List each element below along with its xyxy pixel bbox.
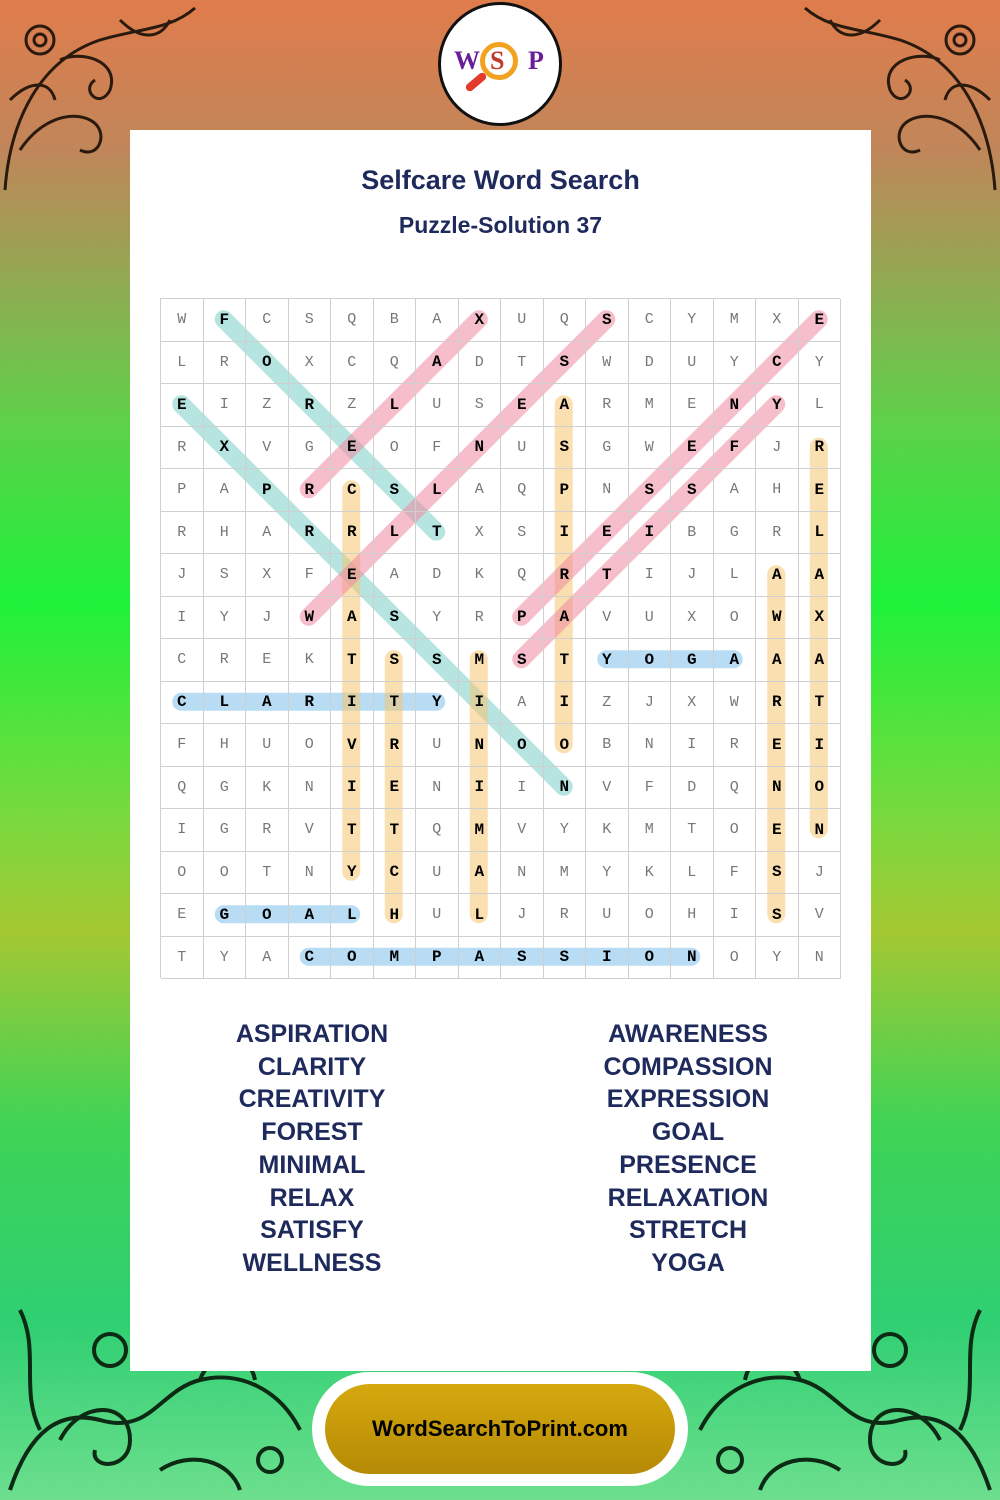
grid-cell: U [416,384,459,427]
grid-cell: Y [586,639,629,682]
grid-cell: K [586,809,629,852]
grid-cell: J [501,894,544,937]
grid-cell: Z [246,384,289,427]
grid-cell: O [374,427,417,470]
grid-cell: O [331,937,374,980]
grid-cell: A [246,937,289,980]
grid-cell: R [289,512,332,555]
grid-cell: S [501,639,544,682]
grid-cell: X [756,299,799,342]
grid-cell: G [204,767,247,810]
grid-cell: A [799,639,842,682]
grid-cell: I [629,512,672,555]
grid-cell: A [799,554,842,597]
grid-cell: O [246,342,289,385]
grid-cell: W [161,299,204,342]
grid-cell: O [629,639,672,682]
grid-cell: T [501,342,544,385]
grid-cell: Q [501,554,544,597]
grid-cell: T [331,639,374,682]
word-item: CLARITY [257,1052,367,1081]
wsp-logo [438,2,562,126]
grid-cell: X [204,427,247,470]
grid-cell: T [799,682,842,725]
grid-cell: R [161,427,204,470]
grid-cell: A [459,469,502,512]
grid-cell: Q [714,767,757,810]
grid-cell: T [331,809,374,852]
grid-cell: O [289,724,332,767]
grid-cell: A [459,852,502,895]
grid-cell: T [416,512,459,555]
grid-cell: V [586,597,629,640]
grid-cell: A [246,512,289,555]
grid-cell: E [756,809,799,852]
grid-cell: A [544,597,587,640]
grid-cell: O [714,809,757,852]
grid-cell: E [501,384,544,427]
grid-cell: Q [161,767,204,810]
grid-cell: R [204,342,247,385]
grid-cell: A [714,639,757,682]
grid-cell: C [374,852,417,895]
grid-cell: A [416,299,459,342]
grid-cell: U [416,724,459,767]
grid-cell: F [289,554,332,597]
grid-cell: W [629,427,672,470]
grid-cell: T [374,682,417,725]
grid-cell: Y [204,597,247,640]
grid-cell: F [204,299,247,342]
logo-letter-w: W [454,46,480,75]
grid-cell: G [204,894,247,937]
grid-cell: R [289,469,332,512]
grid-cell: X [459,299,502,342]
grid-cell: R [714,724,757,767]
grid-cell: A [416,342,459,385]
grid-cell: E [671,384,714,427]
logo-mark [450,34,550,94]
grid-cell: S [671,469,714,512]
site-link-badge[interactable] [312,1372,688,1486]
grid-cell: I [799,724,842,767]
grid-cell: N [799,937,842,980]
grid-cell: B [586,724,629,767]
grid-cell: O [161,852,204,895]
grid-cell: P [416,937,459,980]
grid-cell: R [246,809,289,852]
grid-cell: I [629,554,672,597]
grid-cell: L [459,894,502,937]
word-item: EXPRESSION [606,1085,770,1114]
grid-cell: Y [714,342,757,385]
grid-cell: M [544,852,587,895]
grid-cell: T [586,554,629,597]
grid-cell: O [544,724,587,767]
grid-cell: I [161,597,204,640]
grid-cell: N [501,852,544,895]
grid-cell: K [459,554,502,597]
grid-cell: H [204,512,247,555]
grid-cell: S [374,469,417,512]
grid-cell: S [501,937,544,980]
grid-cell: F [714,852,757,895]
grid-cell: N [714,384,757,427]
grid-cell: E [161,894,204,937]
grid-cell: Y [756,384,799,427]
grid-cell: Y [204,937,247,980]
grid-cell: S [544,342,587,385]
grid-cell: I [671,724,714,767]
word-item: STRETCH [628,1216,748,1245]
word-item: MINIMAL [258,1150,366,1179]
word-item: CREATIVITY [238,1085,386,1114]
grid-cell: L [331,894,374,937]
grid-cell: J [161,554,204,597]
grid-cell: F [161,724,204,767]
grid-cell: X [671,682,714,725]
grid-cell: R [586,384,629,427]
grid-cell: S [374,639,417,682]
grid-cell: M [459,639,502,682]
grid-cell: R [459,597,502,640]
grid-cell: R [161,512,204,555]
grid-cell: J [629,682,672,725]
grid-cell: S [459,384,502,427]
grid-cell: K [289,639,332,682]
grid-cell: L [416,469,459,512]
grid-cell: I [544,682,587,725]
page-title: Selfcare Word Search [361,165,640,195]
grid-cell: U [416,894,459,937]
grid-cell: O [204,852,247,895]
grid-cell: M [629,809,672,852]
grid-cell: K [629,852,672,895]
grid-cell: L [161,342,204,385]
grid-cell: R [289,682,332,725]
grid-cell: N [289,852,332,895]
grid-cell: X [799,597,842,640]
grid-cell: O [714,937,757,980]
grid-cell: M [629,384,672,427]
grid-cell: W [714,682,757,725]
word-item: WELLNESS [242,1248,382,1277]
grid-cell: U [586,894,629,937]
grid-cell: C [756,342,799,385]
grid-cell: S [586,299,629,342]
grid-cell: A [246,682,289,725]
grid-cell: H [756,469,799,512]
grid-cell: F [714,427,757,470]
grid-cell: J [756,427,799,470]
grid-cell: L [671,852,714,895]
grid-cell: U [246,724,289,767]
grid-cell: T [544,639,587,682]
grid-cell: X [671,597,714,640]
grid-cell: A [501,682,544,725]
grid-cell: S [416,639,459,682]
word-item: GOAL [651,1118,725,1147]
grid-cell: L [204,682,247,725]
grid-cell: E [799,299,842,342]
grid-cell: M [714,299,757,342]
grid-cell: R [204,639,247,682]
grid-cell: S [544,937,587,980]
grid-cell: E [799,469,842,512]
grid-cell: U [629,597,672,640]
grid-cell: D [416,554,459,597]
grid-cell: M [374,937,417,980]
grid-cell: Y [586,852,629,895]
puzzle-card [130,130,871,1371]
grid-cell: N [671,937,714,980]
grid-cell: A [374,554,417,597]
grid-cell: S [756,852,799,895]
grid-cell: C [246,299,289,342]
grid-cell: N [459,724,502,767]
word-item: COMPASSION [603,1052,773,1081]
grid-cell: E [331,427,374,470]
grid-cell: A [756,554,799,597]
grid-cell: F [416,427,459,470]
grid-cell: A [714,469,757,512]
grid-cell: F [629,767,672,810]
grid-cell: Y [331,852,374,895]
grid-cell: J [799,852,842,895]
grid-cell: Q [416,809,459,852]
grid-cell: I [714,894,757,937]
grid-cell: R [544,894,587,937]
word-item: ASPIRATION [235,1020,389,1048]
grid-cell: Z [331,384,374,427]
grid-cell: N [586,469,629,512]
grid-cell: R [756,682,799,725]
grid-cell: Q [501,469,544,512]
grid-cell: Y [544,809,587,852]
grid-cell: L [374,384,417,427]
grid-cell: G [586,427,629,470]
grid-cell: A [756,639,799,682]
grid-cell: E [161,384,204,427]
grid-cell: L [714,554,757,597]
grid-cell: T [374,809,417,852]
grid-cell: S [544,427,587,470]
grid-cell: O [629,937,672,980]
word-item: FOREST [261,1118,363,1147]
grid-cell: I [501,767,544,810]
word-item: YOGA [651,1248,725,1277]
grid-cell: V [501,809,544,852]
grid-cell: I [586,937,629,980]
grid-cell: D [459,342,502,385]
grid-cell: N [799,809,842,852]
grid-cell: U [671,342,714,385]
grid-cell: H [374,894,417,937]
grid-cell: A [459,937,502,980]
grid-cell: J [671,554,714,597]
grid-cell: P [161,469,204,512]
grid-cell: G [671,639,714,682]
word-item: PRESENCE [619,1150,757,1179]
grid-cell: I [331,682,374,725]
grid-cell: I [459,682,502,725]
grid-cell: R [374,724,417,767]
grid-cell: L [799,512,842,555]
grid-cell: U [416,852,459,895]
grid-cell: W [586,342,629,385]
grid-cell: K [246,767,289,810]
word-item: RELAX [269,1183,355,1212]
grid-cell: B [374,299,417,342]
grid-cell: I [204,384,247,427]
grid-cell: T [671,809,714,852]
page-subtitle: Puzzle-Solution 37 [398,212,603,238]
grid-cell: C [161,682,204,725]
grid-cell: L [374,512,417,555]
grid-cell: S [374,597,417,640]
grid-cell: X [246,554,289,597]
grid-cell: N [629,724,672,767]
grid-cell: Z [586,682,629,725]
grid-cell: L [799,384,842,427]
word-list-left [162,1018,462,1280]
grid-cell: Q [544,299,587,342]
grid-cell: B [671,512,714,555]
grid-cell: X [459,512,502,555]
grid-cell: R [799,427,842,470]
grid-cell: Q [331,299,374,342]
grid-cell: S [204,554,247,597]
word-list-right [538,1018,838,1280]
grid-cell: N [416,767,459,810]
grid-cell: D [671,767,714,810]
grid-cell: E [756,724,799,767]
grid-cell: N [544,767,587,810]
grid-cell: R [289,384,332,427]
grid-cell: R [756,512,799,555]
grid-cell: C [331,342,374,385]
grid-cell: V [246,427,289,470]
grid-cell: Y [756,937,799,980]
word-item: AWARENESS [608,1020,768,1048]
grid-cell: U [501,427,544,470]
grid-cell: E [586,512,629,555]
grid-cell: Y [416,597,459,640]
grid-cell: T [246,852,289,895]
grid-cell: E [331,554,374,597]
grid-cell: W [756,597,799,640]
grid-cell: S [501,512,544,555]
grid-cell: S [289,299,332,342]
grid-cell: E [374,767,417,810]
grid-cell: S [756,894,799,937]
grid-cell: A [331,597,374,640]
grid-cell: E [671,427,714,470]
grid-cell: P [501,597,544,640]
grid-cell: P [246,469,289,512]
grid-cell: H [671,894,714,937]
grid-cell: X [289,342,332,385]
grid-cell: Y [671,299,714,342]
grid-cell: A [544,384,587,427]
grid-cell: I [459,767,502,810]
grid-cell: D [629,342,672,385]
puzzle-grid-area [160,298,840,978]
letter-grid [160,298,840,978]
grid-cell: C [289,937,332,980]
grid-cell: R [331,512,374,555]
grid-cell: G [289,427,332,470]
grid-cell: Y [799,342,842,385]
grid-cell: G [204,809,247,852]
grid-cell: I [544,512,587,555]
grid-cell: W [289,597,332,640]
grid-cell: S [629,469,672,512]
word-item: SATISFY [260,1216,364,1245]
grid-cell: T [161,937,204,980]
grid-cell: R [544,554,587,597]
grid-cell: C [161,639,204,682]
grid-cell: C [629,299,672,342]
grid-cell: H [204,724,247,767]
grid-cell: N [289,767,332,810]
grid-cell: J [246,597,289,640]
grid-cell: Y [416,682,459,725]
logo-letter-s: S [490,46,505,75]
grid-cell: I [161,809,204,852]
grid-cell: E [246,639,289,682]
grid-cell: P [544,469,587,512]
word-item: RELAXATION [607,1183,769,1212]
grid-cell: Q [374,342,417,385]
site-link[interactable]: WordSearchToPrint.com [325,1384,675,1474]
grid-cell: O [714,597,757,640]
grid-cell: A [204,469,247,512]
grid-cell: V [586,767,629,810]
grid-cell: N [459,427,502,470]
grid-cell: V [331,724,374,767]
grid-cell: N [756,767,799,810]
grid-cell: C [331,469,374,512]
grid-cell: M [459,809,502,852]
grid-cell: A [289,894,332,937]
grid-cell: V [289,809,332,852]
grid-cell: O [799,767,842,810]
grid-cell: I [331,767,374,810]
grid-cell: O [629,894,672,937]
grid-cell: V [799,894,842,937]
logo-letter-p: P [528,46,544,75]
grid-cell: G [714,512,757,555]
grid-cell: O [246,894,289,937]
grid-cell: O [501,724,544,767]
grid-cell: U [501,299,544,342]
